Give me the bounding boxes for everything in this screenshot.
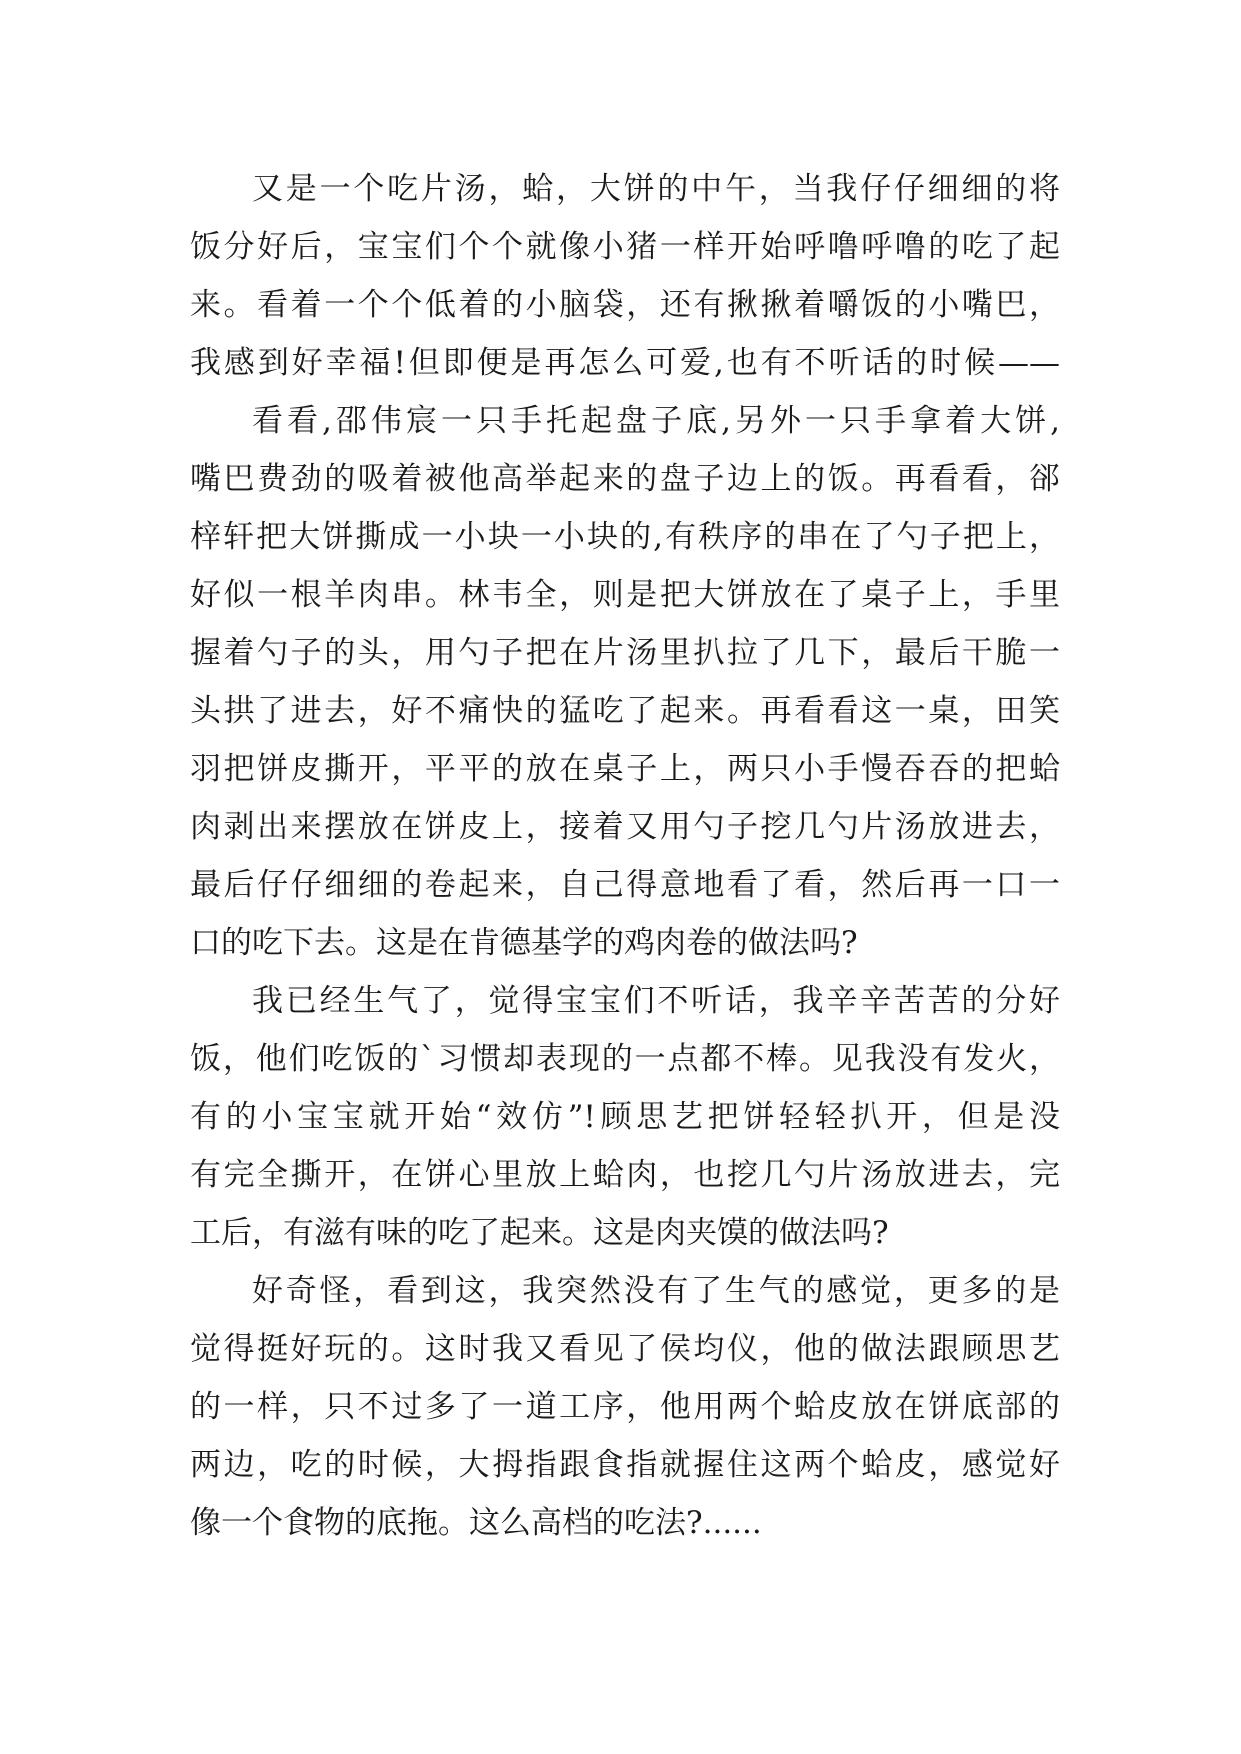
paragraph-4-line-2: 觉得挺好玩的。这时我又看见了侯均仪，他的做法跟顾思艺	[190, 1331, 1060, 1367]
paragraph-1-line-2: 饭分好后，宝宝们个个就像小猪一样开始呼噜呼噜的吃了起	[190, 229, 1060, 265]
paragraph-4-line-4: 两边，吃的时候，大拇指跟食指就握住这两个蛤皮，感觉好	[190, 1447, 1060, 1483]
paragraph-3-line-4: 有完全撕开，在饼心里放上蛤肉，也挖几勺片汤放进去，完	[190, 1157, 1060, 1193]
paragraph-2-line-7: 羽把饼皮撕开，平平的放在桌子上，两只小手慢吞吞的把蛤	[190, 751, 1060, 787]
paragraph-2-line-9: 最后仔仔细细的卷起来，自己得意地看了看，然后再一口一	[190, 867, 1060, 903]
paragraph-2-line-10: 口的吃下去。这是在肯德基学的鸡肉卷的做法吗?	[190, 925, 858, 961]
paragraph-2-line-5: 握着勺子的头，用勺子把在片汤里扒拉了几下，最后干脆一	[190, 635, 1060, 671]
paragraph-2-line-4: 好似一根羊肉串。林韦全，则是把大饼放在了桌子上，手里	[190, 577, 1060, 613]
paragraph-3-line-1: 我已经生气了，觉得宝宝们不听话，我辛辛苦苦的分好	[252, 983, 1060, 1019]
paragraph-1-line-1: 又是一个吃片汤，蛤，大饼的中午，当我仔仔细细的将	[252, 171, 1060, 207]
paragraph-1-line-3: 来。看着一个个低着的小脑袋，还有揪揪着嚼饭的小嘴巴，	[190, 287, 1060, 323]
paragraph-4-line-1: 好奇怪，看到这，我突然没有了生气的感觉，更多的是	[252, 1273, 1060, 1309]
paragraph-2-line-6: 头拱了进去，好不痛快的猛吃了起来。再看看这一桌，田笑	[190, 693, 1060, 729]
paragraph-2-line-2: 嘴巴费劲的吸着被他高举起来的盘子边上的饭。再看看，郤	[190, 461, 1060, 497]
paragraph-4-line-3: 的一样，只不过多了一道工序，他用两个蛤皮放在饼底部的	[190, 1389, 1060, 1425]
paragraph-4-line-5: 像一个食物的底拖。这么高档的吃法?......	[190, 1505, 762, 1541]
paragraph-2-line-8: 肉剥出来摆放在饼皮上，接着又用勺子挖几勺片汤放进去，	[190, 809, 1060, 845]
paragraph-3-line-3: 有的小宝宝就开始“效仿”!顾思艺把饼轻轻扒开，但是没	[190, 1099, 1060, 1135]
paragraph-2-line-3: 梓轩把大饼撕成一小块一小块的,有秩序的串在了勺子把上，	[190, 519, 1060, 555]
paragraph-3-line-5: 工后，有滋有味的吃了起来。这是肉夹馍的做法吗?	[190, 1215, 889, 1251]
document-body	[190, 160, 1060, 1552]
paragraph-2-line-1: 看看,邵伟宸一只手托起盘子底,另外一只手拿着大饼,	[252, 403, 1060, 439]
paragraph-3-line-2: 饭，他们吃饭的`习惯却表现的一点都不棒。见我没有发火，	[190, 1041, 1060, 1077]
paragraph-1-line-4: 我感到好幸福!但即便是再怎么可爱,也有不听话的时候——	[190, 345, 1060, 381]
